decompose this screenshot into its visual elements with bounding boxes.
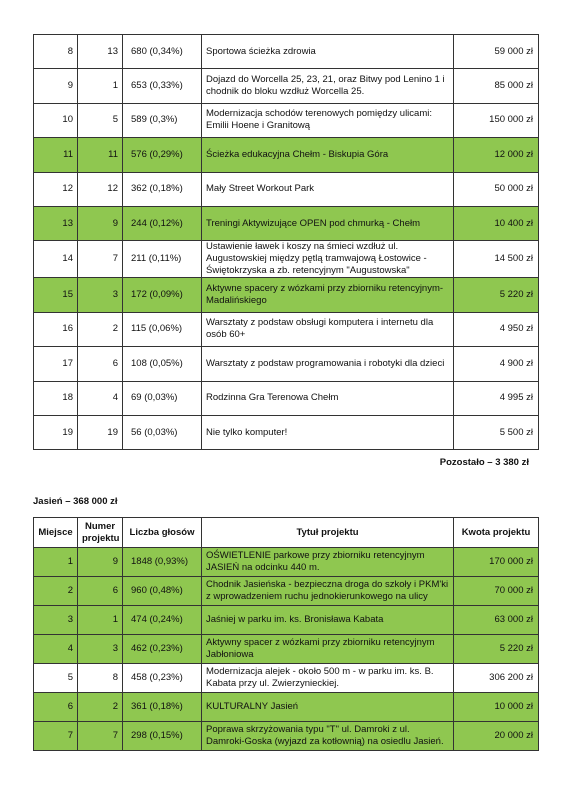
cell-numer: 5 — [78, 103, 123, 137]
table-row — [34, 138, 539, 172]
cell-numer: 8 — [78, 664, 123, 693]
table-row — [34, 312, 539, 346]
table-row — [34, 381, 539, 415]
cell-tytul: Aktywny spacer z wózkami przy zbiorniku retencyjnym Jabłoniowa — [202, 635, 454, 664]
cell-miejsce: 16 — [34, 312, 78, 346]
cell-miejsce: 11 — [34, 138, 78, 172]
cell-kwota: 10 000 zł — [454, 693, 539, 722]
cell-glosy: 960 (0,48%) — [123, 577, 202, 606]
cell-glosy: 458 (0,23%) — [123, 664, 202, 693]
cell-tytul: Modernizacja alejek - około 500 m - w parku im. ks. B. Kabata przy ul. Zwierzynieckiej. — [202, 664, 454, 693]
cell-glosy: 474 (0,24%) — [123, 606, 202, 635]
cell-kwota: 70 000 zł — [454, 577, 539, 606]
cell-kwota: 20 000 zł — [454, 722, 539, 751]
cell-numer: 9 — [78, 206, 123, 240]
cell-numer: 2 — [78, 693, 123, 722]
cell-glosy: 298 (0,15%) — [123, 722, 202, 751]
table-row — [34, 172, 539, 206]
table-row — [34, 103, 539, 137]
header-glosy: Liczba głosów — [123, 518, 202, 548]
cell-tytul: Treningi Aktywizujące OPEN pod chmurką - Chełm — [202, 206, 454, 240]
cell-tytul: Jaśniej w parku im. ks. Bronisława Kabata — [202, 606, 454, 635]
cell-numer: 6 — [78, 347, 123, 381]
cell-tytul: Ścieżka edukacyjna Chełm - Biskupia Góra — [202, 138, 454, 172]
cell-numer: 1 — [78, 69, 123, 103]
table-row — [34, 278, 539, 312]
cell-glosy: 56 (0,03%) — [123, 415, 202, 449]
cell-miejsce: 19 — [34, 415, 78, 449]
table-row — [34, 606, 539, 635]
cell-miejsce: 12 — [34, 172, 78, 206]
cell-tytul: Aktywne spacery z wózkami przy zbiorniku retencyjnym-Madalińskiego — [202, 278, 454, 312]
cell-miejsce: 6 — [34, 693, 78, 722]
cell-tytul: Nie tylko komputer! — [202, 415, 454, 449]
cell-tytul: Warsztaty z podstaw programowania i robotyki dla dzieci — [202, 347, 454, 381]
table-row — [34, 206, 539, 240]
cell-miejsce: 2 — [34, 577, 78, 606]
cell-numer: 6 — [78, 577, 123, 606]
cell-glosy: 244 (0,12%) — [123, 206, 202, 240]
cell-glosy: 211 (0,11%) — [123, 241, 202, 278]
table-row — [34, 577, 539, 606]
cell-numer: 3 — [78, 635, 123, 664]
cell-tytul: OŚWIETLENIE parkowe przy zbiorniku retencyjnym JASIEŃ na odcinku 440 m. — [202, 548, 454, 577]
table-row — [34, 664, 539, 693]
cell-kwota: 14 500 zł — [454, 241, 539, 278]
cell-kwota: 5 500 zł — [454, 415, 539, 449]
header-numer: Numer projektu — [78, 518, 123, 548]
results-table-jasien — [33, 517, 539, 751]
table-row — [34, 35, 539, 69]
section-title-jasien: Jasień – 368 000 zł — [33, 496, 118, 507]
cell-kwota: 5 220 zł — [454, 635, 539, 664]
cell-kwota: 63 000 zł — [454, 606, 539, 635]
cell-kwota: 59 000 zł — [454, 35, 539, 69]
cell-numer: 12 — [78, 172, 123, 206]
cell-miejsce: 4 — [34, 635, 78, 664]
results-table-1 — [33, 34, 539, 450]
cell-numer: 9 — [78, 548, 123, 577]
cell-numer: 13 — [78, 35, 123, 69]
table-header-row — [34, 518, 539, 548]
table-row — [34, 722, 539, 751]
cell-kwota: 150 000 zł — [454, 103, 539, 137]
cell-tytul: Rodzinna Gra Terenowa Chełm — [202, 381, 454, 415]
cell-numer: 19 — [78, 415, 123, 449]
cell-miejsce: 13 — [34, 206, 78, 240]
cell-miejsce: 7 — [34, 722, 78, 751]
cell-miejsce: 17 — [34, 347, 78, 381]
cell-tytul: Chodnik Jasieńska - bezpieczna droga do szkoły i PKM'ki z wprowadzeniem ruchu jednokierunkowego na ulicy — [202, 577, 454, 606]
table-row — [34, 548, 539, 577]
cell-glosy: 576 (0,29%) — [123, 138, 202, 172]
cell-kwota: 306 200 zł — [454, 664, 539, 693]
cell-miejsce: 9 — [34, 69, 78, 103]
cell-miejsce: 10 — [34, 103, 78, 137]
cell-kwota: 5 220 zł — [454, 278, 539, 312]
header-miejsce: Miejsce — [34, 518, 78, 548]
cell-glosy: 172 (0,09%) — [123, 278, 202, 312]
cell-numer: 3 — [78, 278, 123, 312]
cell-miejsce: 18 — [34, 381, 78, 415]
cell-miejsce: 8 — [34, 35, 78, 69]
cell-numer: 7 — [78, 722, 123, 751]
cell-kwota: 85 000 zł — [454, 69, 539, 103]
cell-tytul: Modernizacja schodów terenowych pomiędzy ulicami: Emilii Hoene i Granitową — [202, 103, 454, 137]
table-row — [34, 693, 539, 722]
cell-numer: 1 — [78, 606, 123, 635]
cell-glosy: 115 (0,06%) — [123, 312, 202, 346]
cell-tytul: Dojazd do Worcella 25, 23, 21, oraz Bitwy pod Lenino 1 i chodnik do bloku wzdłuż Worcella 25. — [202, 69, 454, 103]
cell-miejsce: 14 — [34, 241, 78, 278]
cell-kwota: 4 995 zł — [454, 381, 539, 415]
cell-tytul: KULTURALNY Jasień — [202, 693, 454, 722]
cell-kwota: 10 400 zł — [454, 206, 539, 240]
cell-glosy: 462 (0,23%) — [123, 635, 202, 664]
cell-miejsce: 5 — [34, 664, 78, 693]
cell-kwota: 12 000 zł — [454, 138, 539, 172]
cell-tytul: Mały Street Workout Park — [202, 172, 454, 206]
table-row — [34, 415, 539, 449]
cell-numer: 2 — [78, 312, 123, 346]
cell-tytul: Poprawa skrzyżowania typu "T" ul. Damroki z ul. Damroki-Goska (wyjazd za kotłownią) na osiedlu Jasień. — [202, 722, 454, 751]
cell-numer: 11 — [78, 138, 123, 172]
cell-kwota: 4 900 zł — [454, 347, 539, 381]
cell-glosy: 362 (0,18%) — [123, 172, 202, 206]
cell-miejsce: 1 — [34, 548, 78, 577]
cell-glosy: 1848 (0,93%) — [123, 548, 202, 577]
cell-tytul: Sportowa ścieżka zdrowia — [202, 35, 454, 69]
cell-glosy: 108 (0,05%) — [123, 347, 202, 381]
table-row — [34, 347, 539, 381]
cell-glosy: 589 (0,3%) — [123, 103, 202, 137]
table-row — [34, 69, 539, 103]
cell-glosy: 361 (0,18%) — [123, 693, 202, 722]
header-tytul: Tytuł projektu — [202, 518, 454, 548]
cell-kwota: 4 950 zł — [454, 312, 539, 346]
cell-miejsce: 3 — [34, 606, 78, 635]
cell-kwota: 170 000 zł — [454, 548, 539, 577]
table-row — [34, 241, 539, 278]
cell-tytul: Ustawienie ławek i koszy na śmieci wzdłuż ul. Augustowskiej między pętlą tramwajową Łostowice - Świętokrzyska a zb. retencyjnym "Augustowska" — [202, 241, 454, 278]
header-kwota: Kwota projektu — [454, 518, 539, 548]
cell-glosy: 680 (0,34%) — [123, 35, 202, 69]
cell-tytul: Warsztaty z podstaw obsługi komputera i internetu dla osób 60+ — [202, 312, 454, 346]
remaining-budget: Pozostało – 3 380 zł — [439, 457, 529, 468]
cell-glosy: 69 (0,03%) — [123, 381, 202, 415]
cell-numer: 4 — [78, 381, 123, 415]
table-row — [34, 635, 539, 664]
cell-miejsce: 15 — [34, 278, 78, 312]
cell-numer: 7 — [78, 241, 123, 278]
cell-kwota: 50 000 zł — [454, 172, 539, 206]
cell-glosy: 653 (0,33%) — [123, 69, 202, 103]
